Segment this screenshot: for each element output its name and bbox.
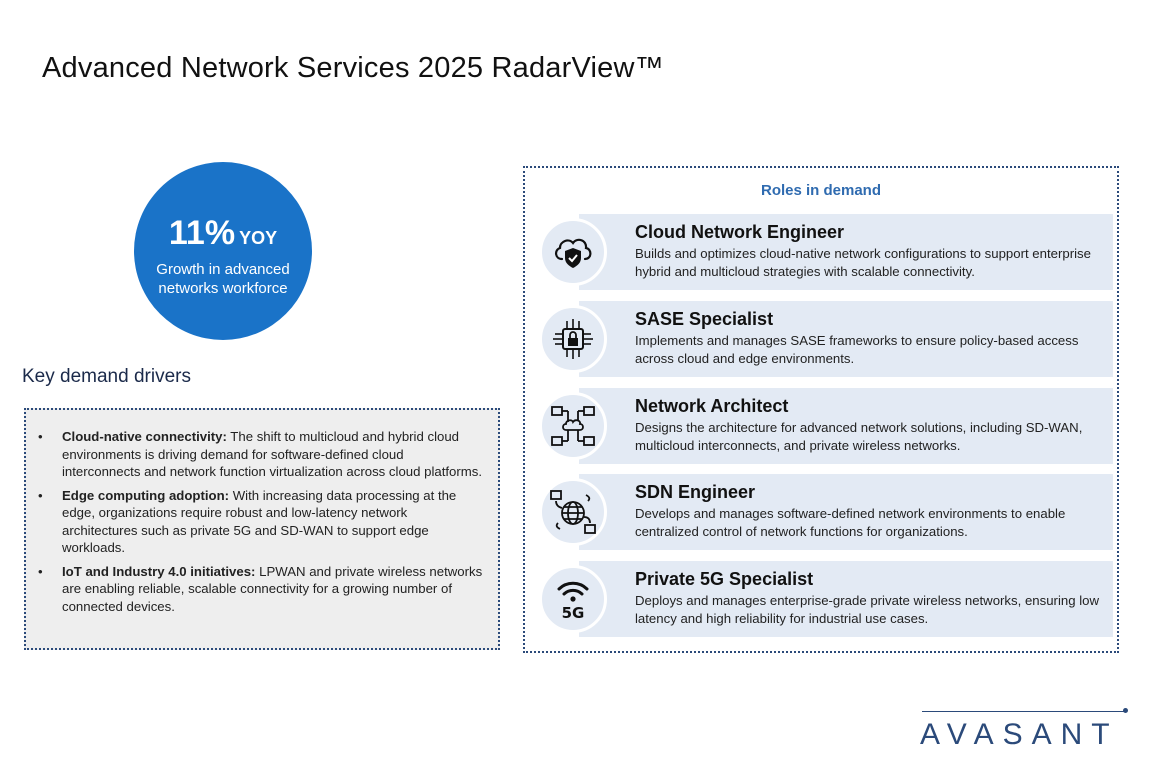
stat-label: Growth in advanced networks workforce [156, 261, 290, 297]
stat-unit: YOY [239, 228, 278, 248]
network-cloud-icon [539, 392, 607, 460]
role-title: SASE Specialist [635, 309, 774, 329]
logo-rule [922, 711, 1126, 712]
stat-value: 11% [168, 214, 236, 252]
cloud-shield-icon [539, 218, 607, 286]
role-card-sase-specialist [539, 301, 1113, 377]
bullet-icon: • [38, 487, 43, 503]
roles-box [523, 166, 1119, 653]
drivers-box [24, 408, 500, 650]
driver-term: IoT and Industry 4.0 initiatives: [62, 563, 256, 579]
driver-term: Cloud-native connectivity: [62, 429, 227, 444]
role-title: SDN Engineer [635, 482, 756, 502]
role-card-sdn-engineer [539, 474, 1113, 550]
role-card-network-architect [539, 388, 1113, 464]
page-title: Advanced Network Services 2025 RadarView™ [42, 52, 664, 84]
wifi-5g-icon [539, 565, 607, 633]
growth-stat-circle [134, 162, 312, 340]
role-title: Network Architect [635, 396, 789, 416]
bullet-icon: • [38, 563, 43, 579]
roles-heading: Roles in demand [760, 182, 882, 199]
role-title: Cloud Network Engineer [635, 222, 845, 242]
role-title: Private 5G Specialist [635, 569, 814, 589]
role-card-private-5g-specialist [539, 561, 1113, 637]
chip-lock-icon [539, 305, 607, 373]
driver-text: LPWAN and private wireless networks are enabling reliable, scalable connectivity for a growing number of connected devices. [62, 563, 483, 614]
role-card-cloud-network-engineer [539, 214, 1113, 290]
role-desc: Deploys and manages enterprise-grade private wireless networks, ensuring low latency and high reliability for industrial use cases. [635, 593, 1099, 626]
driver-item [36, 563, 484, 616]
role-desc: Develops and manages software-defined network environments to enable centralized control of network functions for organizations. [635, 506, 1066, 539]
5g-icon-text: 5G [561, 604, 585, 622]
role-desc: Designs the architecture for advanced network solutions, including SD-WAN, multicloud interconnects, and private wireless networks. [635, 420, 1083, 453]
driver-term: Edge computing adoption: [62, 487, 230, 503]
bullet-icon: • [38, 429, 43, 444]
driver-text: The shift to multicloud and hybrid cloud environments is driving demand for software-defined cloud interconnects and network function virtualization across cloud platforms. [62, 429, 483, 479]
role-desc: Builds and optimizes cloud-native network configurations to support enterprise hybrid and multicloud strategies with scalable connectivity. [635, 246, 1091, 279]
stat-line [134, 214, 312, 253]
drivers-heading: Key demand drivers [22, 366, 191, 387]
driver-item [36, 428, 484, 481]
driver-item [36, 487, 484, 557]
driver-text: With increasing data processing at the edge, organizations require robust and low-latency network architectures such as private 5G and SD-WAN to support edge workloads. [62, 487, 457, 555]
globe-network-icon [539, 478, 607, 546]
role-desc: Implements and manages SASE frameworks to ensure policy-based access across cloud and edge environments. [635, 333, 1079, 366]
avasant-logo: AVASANT [920, 718, 1119, 751]
logo-dot [1123, 708, 1128, 713]
